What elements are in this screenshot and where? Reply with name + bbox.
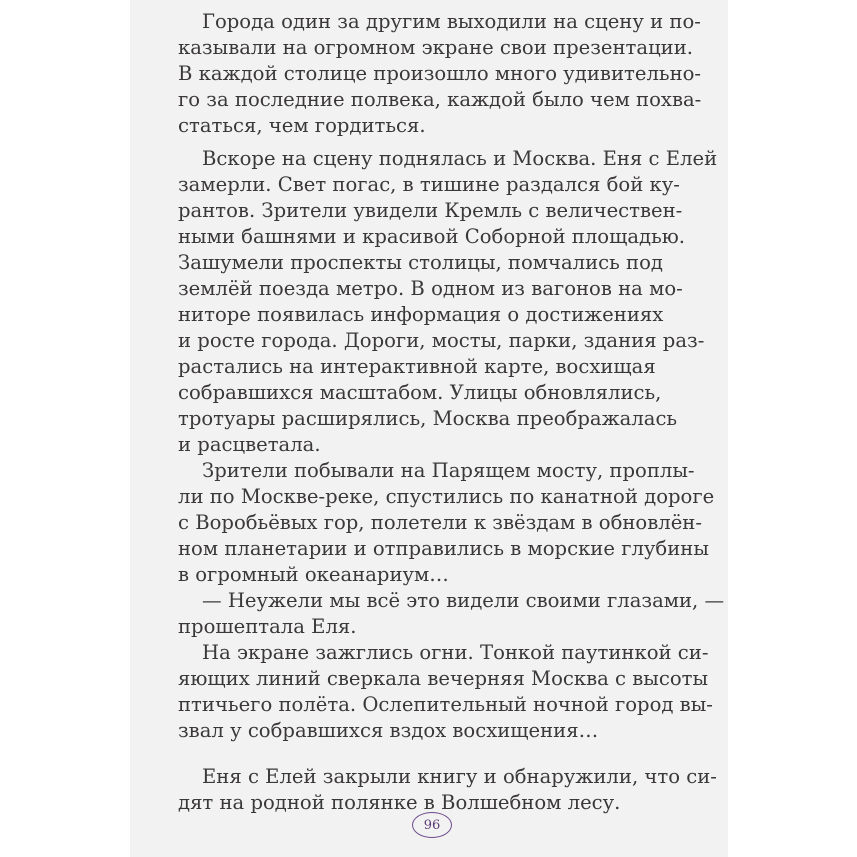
text-line: и росте города. Дороги, мосты, парки, здания раз- (178, 329, 705, 352)
text-line: с Воробьёвых гор, полетели к звёздам в обновлён- (178, 511, 702, 534)
text-line: ном планетарии и отправились в морские глубины (178, 537, 709, 560)
text-line: Города один за другим выходили на сцену и по- (202, 10, 701, 33)
book-page (130, 0, 728, 857)
text-line: землёй поезда метро. В одном из вагонов на мо- (178, 277, 683, 300)
text-line: статься, чем гордиться. (178, 114, 426, 137)
page-number: 96 (412, 812, 452, 838)
text-line: Вскоре на сцену поднялась и Москва. Еня с Елей (202, 147, 718, 170)
text-line: ниторе появилась информация о достижениях (178, 303, 664, 326)
text-line: Еня с Елей закрыли книгу и обнаружили, что си- (202, 765, 717, 788)
text-line: в огромный океанариум… (178, 563, 449, 586)
text-line: собравшихся масштабом. Улицы обновлялись, (178, 381, 662, 404)
text-line: — Неужели мы всё это видели своими глазами, — (202, 589, 725, 612)
text-line: звал у собравшихся вздох восхищения… (178, 719, 599, 742)
text-line: На экране зажглись огни. Тонкой паутинкой си- (202, 641, 709, 664)
text-line: яющих линий сверкала вечерняя Москва с высоты (178, 667, 709, 690)
text-line: казывали на огромном экране свои презентации. (178, 36, 694, 59)
text-line: и расцветала. (178, 433, 321, 456)
text-line: тротуары расширялись, Москва преображалась (178, 407, 678, 430)
text-line: В каждой столице произошло много удивительно- (178, 62, 702, 85)
text-line: ли по Москве-реке, спустились по канатной дороге (178, 485, 715, 508)
text-line: Зрители побывали на Парящем мосту, проплы- (202, 459, 695, 482)
text-line: замерли. Свет погас, в тишине раздался бой ку- (178, 173, 680, 196)
text-line: рантов. Зрители увидели Кремль с величествен- (178, 199, 683, 222)
text-line: птичьего полёта. Ослепительный ночной город вы- (178, 693, 713, 716)
text-line: ными башнями и красивой Соборной площадью. (178, 225, 686, 248)
text-line: дят на родной полянке в Волшебном лесу. (178, 791, 621, 814)
text-line: растались на интерактивной карте, восхищая (178, 355, 656, 378)
text-line: го за последние полвека, каждой было чем похва- (178, 88, 702, 111)
text-line: Зашумели проспекты столицы, помчались под (178, 251, 663, 274)
text-line: прошептала Еля. (178, 615, 357, 638)
